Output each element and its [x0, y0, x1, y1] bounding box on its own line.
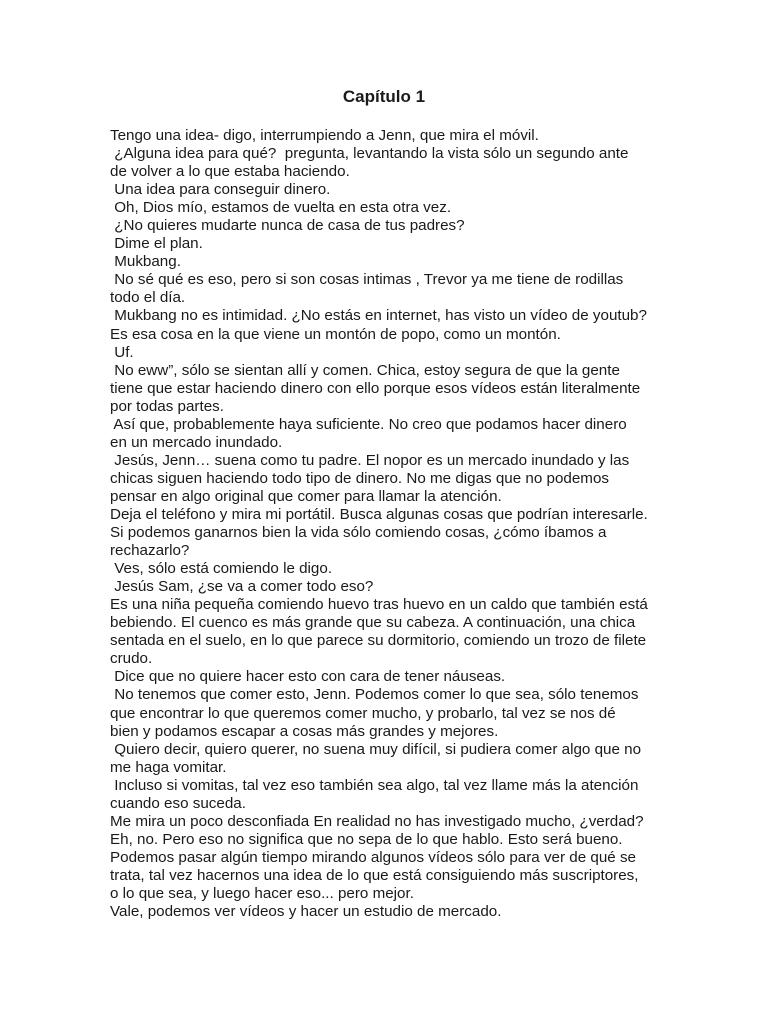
text-line: Tengo una idea- digo, interrumpiendo a Jenn, que mira el móvil.	[110, 127, 539, 144]
text-line: Incluso si vomitas, tal vez eso también sea algo, tal vez llame más la atención	[110, 776, 639, 794]
text-line: Deja el teléfono y mira mi portátil. Busca algunas cosas que podrían interesarle.	[110, 505, 648, 523]
text-line: Así que, probablemente haya suficiente. No creo que podamos hacer dinero	[110, 415, 627, 433]
text-line: bien y podamos escapar a cosas más grandes y mejores.	[110, 722, 499, 740]
text-line: sentada en el suelo, en lo que parece su dormitorio, comiendo un trozo de filete	[110, 632, 647, 650]
text-line: chicas siguen haciendo todo tipo de dinero. No me digas que no podemos	[110, 469, 609, 487]
text-line: Si podemos ganarnos bien la vida sólo comiendo cosas, ¿cómo íbamos a	[110, 524, 607, 542]
text-line: todo el día.	[110, 289, 186, 307]
text-line: No sé qué es eso, pero si son cosas intimas , Trevor ya me tiene de rodillas	[110, 271, 624, 289]
text-line: de volver a lo que estaba haciendo.	[110, 163, 350, 181]
text-line: Dice que no quiere hacer esto con cara de tener náuseas.	[110, 668, 506, 686]
text-line: cuando eso suceda.	[110, 794, 246, 812]
text-line: Es una niña pequeña comiendo huevo tras huevo en un caldo que también está	[110, 596, 648, 614]
text-line: Ves, sólo está comiendo le digo.	[110, 560, 333, 578]
text-line: Podemos pasar algún tiempo mirando algunos vídeos sólo para ver de qué se	[110, 848, 636, 866]
text-line: Es esa cosa en la que viene un montón de popo, como un montón.	[110, 325, 561, 343]
text-line: Jesús Sam, ¿se va a comer todo eso?	[110, 578, 374, 596]
chapter-title: Capítulo 1	[342, 87, 426, 106]
text-line: Mukbang no es intimidad. ¿No estás en internet, has visto un vídeo de youtub?	[110, 307, 647, 325]
text-line: tiene que estar haciendo dinero con ello porque esos vídeos están literalmente	[110, 379, 641, 397]
text-line: que encontrar lo que queremos comer mucho, y probarlo, tal vez se nos dé	[110, 704, 616, 722]
text-line: en un mercado inundado.	[110, 433, 283, 451]
text-line: Mukbang.	[110, 253, 181, 271]
text-line: Eh, no. Pero eso no significa que no sepa de lo que hablo. Esto será bueno.	[110, 830, 623, 848]
text-line: por todas partes.	[110, 397, 224, 415]
text-line: pensar en algo original que comer para llamar la atención.	[110, 487, 502, 505]
text-line: Una idea para conseguir dinero.	[110, 181, 331, 199]
text-line: Oh, Dios mío, estamos de vuelta en esta otra vez.	[110, 199, 452, 217]
body-text	[110, 127, 670, 921]
text-line: trata, tal vez hacernos una idea de lo que está consiguiendo más suscriptores,	[110, 866, 639, 884]
text-line: Vale, podemos ver vídeos y hacer un estudio de mercado.	[110, 903, 502, 921]
text-line: Dime el plan.	[110, 235, 203, 253]
text-line: Quiero decir, quiero querer, no suena muy difícil, si pudiera comer algo que no	[110, 740, 642, 758]
text-line: Me mira un poco desconfiada En realidad no has investigado mucho, ¿verdad?	[110, 812, 644, 830]
text-line: bebiendo. El cuenco es más grande que su cabeza. A continuación, una chica	[110, 614, 636, 632]
text-line: No tenemos que comer esto, Jenn. Podemos comer lo que sea, sólo tenemos	[110, 686, 639, 704]
text-line: Jesús, Jenn… suena como tu padre. El nopor es un mercado inundado y las	[110, 451, 630, 469]
text-line: rechazarlo?	[110, 542, 190, 560]
text-line: Uf.	[110, 343, 134, 361]
text-line: No eww”, sólo se sientan allí y comen. Chica, estoy segura de que la gente	[110, 361, 620, 379]
text-line: ¿No quieres mudarte nunca de casa de tus padres?	[110, 217, 465, 235]
text-line: crudo.	[110, 650, 153, 668]
text-line: o lo que sea, y luego hacer eso... pero mejor.	[110, 884, 414, 902]
text-line: ¿Alguna idea para qué? pregunta, levantando la vista sólo un segundo ante	[110, 145, 629, 163]
text-line: me haga vomitar.	[110, 758, 227, 776]
